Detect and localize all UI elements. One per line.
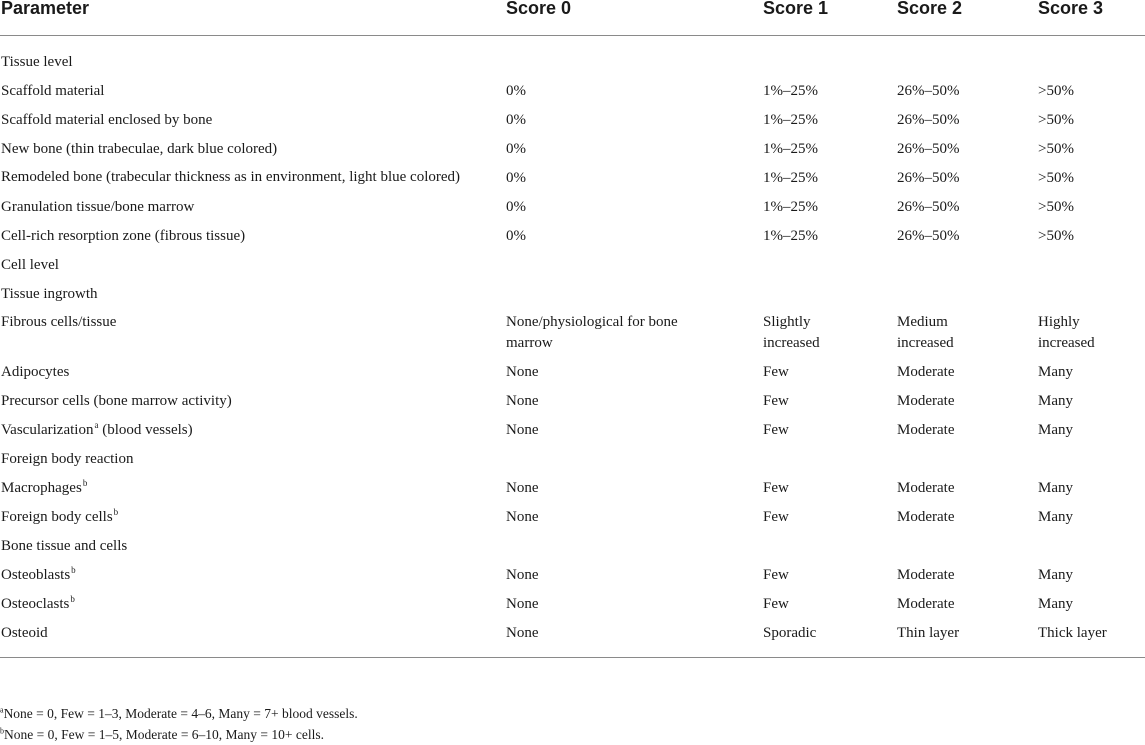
footnote-reference: b bbox=[70, 594, 75, 604]
score-3-cell: >50% bbox=[1038, 112, 1074, 128]
score-2-cell: 26%–50% bbox=[897, 228, 960, 244]
score-2-cell: 26%–50% bbox=[897, 199, 960, 215]
parameter-label: New bone (thin trabeculae, dark blue colored) bbox=[1, 141, 278, 157]
parameter-label: Scaffold material enclosed by bone bbox=[1, 112, 213, 128]
score-3-cell bbox=[1037, 532, 1145, 561]
footnote-mark: a bbox=[0, 705, 4, 715]
score-2-cell bbox=[896, 532, 1037, 561]
score-3-cell: Highly increased bbox=[1038, 314, 1095, 351]
parameter-label: Fibrous cells/tissue bbox=[1, 314, 117, 330]
table-row bbox=[0, 193, 1145, 222]
table-header-row bbox=[0, 0, 1145, 36]
parameter-label: Cell level bbox=[1, 257, 59, 273]
score-1-cell: 1%–25% bbox=[763, 228, 818, 244]
parameter-cell bbox=[0, 474, 505, 503]
parameter-label: Osteoid bbox=[1, 625, 48, 641]
table-row bbox=[0, 416, 1145, 445]
parameter-cell bbox=[0, 590, 505, 619]
parameter-cell bbox=[0, 222, 505, 251]
table-row bbox=[0, 164, 1145, 193]
parameter-label: Granulation tissue/bone marrow bbox=[1, 199, 195, 215]
parameter-cell bbox=[0, 164, 505, 193]
score-1-cell bbox=[762, 445, 896, 474]
table-row bbox=[0, 222, 1145, 251]
parameter-label: Adipocytes bbox=[1, 364, 70, 380]
score-1-cell bbox=[762, 251, 896, 280]
score-2-cell: 26%–50% bbox=[897, 83, 960, 99]
score-1-cell: Slightly increased bbox=[763, 314, 820, 351]
table-row bbox=[0, 590, 1145, 619]
score-3-cell: >50% bbox=[1038, 83, 1074, 99]
table-row bbox=[0, 619, 1145, 658]
parameter-cell bbox=[0, 106, 505, 135]
parameter-cell bbox=[0, 309, 505, 358]
parameter-label: Macrophages bbox=[1, 480, 82, 496]
parameter-cell bbox=[0, 280, 505, 309]
table-body bbox=[0, 36, 1145, 658]
parameter-label: Tissue ingrowth bbox=[1, 286, 98, 302]
parameter-cell bbox=[0, 77, 505, 106]
score-2-cell bbox=[896, 445, 1037, 474]
score-1-cell: 1%–25% bbox=[763, 141, 818, 157]
score-1-cell bbox=[762, 280, 896, 309]
score-0-cell: None/physiological for bone marrow bbox=[506, 314, 678, 351]
parameter-label: Tissue level bbox=[1, 54, 73, 70]
score-3-cell: Many bbox=[1038, 596, 1073, 612]
score-0-cell: None bbox=[506, 480, 539, 496]
score-1-cell: Sporadic bbox=[762, 619, 896, 658]
table-row bbox=[0, 445, 1145, 474]
score-0-cell: None bbox=[506, 567, 539, 583]
parameter-cell bbox=[0, 135, 505, 164]
parameter-cell bbox=[0, 193, 505, 222]
score-0-cell bbox=[505, 251, 762, 280]
table-row bbox=[0, 532, 1145, 561]
parameter-label: Cell-rich resorption zone (fibrous tissue) bbox=[1, 228, 246, 244]
score-2-cell: Moderate bbox=[897, 480, 955, 496]
score-2-cell: 26%–50% bbox=[897, 112, 960, 128]
score-3-cell: Many bbox=[1038, 393, 1073, 409]
score-3-cell: >50% bbox=[1038, 141, 1074, 157]
parameter-cell bbox=[0, 358, 505, 387]
score-3-cell: Many bbox=[1038, 509, 1073, 525]
score-0-cell: 0% bbox=[506, 199, 526, 215]
score-0-cell: None bbox=[506, 364, 539, 380]
table-row bbox=[0, 36, 1145, 78]
score-3-cell: Many bbox=[1038, 567, 1073, 583]
footnote-b bbox=[0, 724, 358, 745]
table-row bbox=[0, 561, 1145, 590]
score-2-cell bbox=[896, 251, 1037, 280]
table-row bbox=[0, 387, 1145, 416]
table-row bbox=[0, 358, 1145, 387]
score-2-cell: 26%–50% bbox=[897, 170, 960, 186]
parameter-label: Scaffold material bbox=[1, 83, 105, 99]
score-3-cell: >50% bbox=[1038, 228, 1074, 244]
parameter-cell bbox=[0, 532, 505, 561]
score-0-cell: None bbox=[506, 393, 539, 409]
score-0-cell: 0% bbox=[506, 83, 526, 99]
parameter-label-suffix: (blood vessels) bbox=[98, 422, 193, 438]
footnote-a bbox=[0, 703, 358, 724]
parameter-label: Bone tissue and cells bbox=[1, 538, 128, 554]
score-0-cell: None bbox=[506, 422, 539, 438]
score-3-cell bbox=[1037, 280, 1145, 309]
parameter-cell bbox=[0, 416, 505, 445]
score-0-cell bbox=[505, 445, 762, 474]
column-header-parameter: Parameter bbox=[0, 0, 505, 36]
footnote-reference: a bbox=[94, 420, 99, 430]
parameter-cell bbox=[0, 445, 505, 474]
score-0-cell: None bbox=[505, 619, 762, 658]
score-3-cell bbox=[1037, 36, 1145, 78]
parameter-cell bbox=[0, 561, 505, 590]
score-0-cell: None bbox=[506, 509, 539, 525]
score-1-cell: 1%–25% bbox=[763, 199, 818, 215]
score-2-cell: Moderate bbox=[897, 364, 955, 380]
footnote-text: None = 0, Few = 1–3, Moderate = 4–6, Many = 7+ blood vessels. bbox=[3, 706, 358, 721]
score-1-cell: Few bbox=[763, 422, 789, 438]
score-1-cell: Few bbox=[763, 596, 789, 612]
score-2-cell: Moderate bbox=[897, 596, 955, 612]
score-2-cell: Moderate bbox=[897, 393, 955, 409]
table-row bbox=[0, 77, 1145, 106]
parameter-label: Remodeled bone (trabecular thickness as in environment, light blue colored) bbox=[1, 169, 461, 185]
parameter-label: Precursor cells (bone marrow activity) bbox=[1, 393, 232, 409]
score-1-cell: Few bbox=[763, 393, 789, 409]
table-row bbox=[0, 280, 1145, 309]
score-0-cell bbox=[505, 532, 762, 561]
score-3-cell bbox=[1037, 251, 1145, 280]
parameter-cell bbox=[0, 387, 505, 416]
footnote-mark: b bbox=[0, 726, 4, 736]
score-1-cell bbox=[762, 532, 896, 561]
parameter-cell bbox=[0, 251, 505, 280]
table-row bbox=[0, 503, 1145, 532]
table-footnotes bbox=[0, 703, 358, 745]
table-row bbox=[0, 474, 1145, 503]
score-2-cell: Moderate bbox=[897, 509, 955, 525]
parameter-cell bbox=[0, 503, 505, 532]
score-0-cell: None bbox=[506, 596, 539, 612]
score-2-cell: Moderate bbox=[897, 422, 955, 438]
table-row bbox=[0, 106, 1145, 135]
score-3-cell: Many bbox=[1038, 364, 1073, 380]
score-3-cell: >50% bbox=[1038, 170, 1074, 186]
column-header-score-2: Score 2 bbox=[896, 0, 1037, 36]
parameter-cell bbox=[0, 619, 505, 658]
score-2-cell: Thin layer bbox=[896, 619, 1037, 658]
parameter-cell bbox=[0, 36, 505, 78]
score-2-cell bbox=[896, 280, 1037, 309]
table-row bbox=[0, 309, 1145, 358]
parameter-label: Foreign body reaction bbox=[1, 451, 134, 467]
score-0-cell: 0% bbox=[506, 228, 526, 244]
score-3-cell: >50% bbox=[1038, 199, 1074, 215]
score-1-cell: Few bbox=[763, 364, 789, 380]
footnote-reference: b bbox=[82, 478, 88, 488]
score-1-cell: Few bbox=[763, 509, 789, 525]
column-header-score-0: Score 0 bbox=[505, 0, 762, 36]
parameter-label: Vascularization bbox=[1, 422, 94, 438]
parameter-label: Osteoblasts bbox=[1, 567, 71, 583]
column-header-score-1: Score 1 bbox=[762, 0, 896, 36]
score-1-cell: Few bbox=[763, 480, 789, 496]
score-0-cell: 0% bbox=[506, 170, 526, 186]
score-0-cell: 0% bbox=[506, 141, 526, 157]
parameter-label: Foreign body cells bbox=[1, 509, 113, 525]
score-3-cell: Thick layer bbox=[1037, 619, 1145, 658]
footnote-text: None = 0, Few = 1–5, Moderate = 6–10, Many = 10+ cells. bbox=[4, 727, 325, 742]
footnote-reference: b bbox=[71, 565, 76, 575]
score-2-cell: 26%–50% bbox=[897, 141, 960, 157]
score-1-cell: Few bbox=[763, 567, 789, 583]
score-3-cell: Many bbox=[1038, 480, 1073, 496]
score-0-cell: 0% bbox=[506, 112, 526, 128]
score-3-cell: Many bbox=[1038, 422, 1073, 438]
score-2-cell: Moderate bbox=[897, 567, 955, 583]
score-3-cell bbox=[1037, 445, 1145, 474]
score-1-cell: 1%–25% bbox=[763, 112, 818, 128]
column-header-score-3: Score 3 bbox=[1037, 0, 1145, 36]
table-row bbox=[0, 135, 1145, 164]
score-0-cell bbox=[505, 280, 762, 309]
score-2-cell bbox=[896, 36, 1037, 78]
score-2-cell: Medium increased bbox=[897, 314, 954, 351]
score-1-cell bbox=[762, 36, 896, 78]
score-1-cell: 1%–25% bbox=[763, 83, 818, 99]
score-1-cell: 1%–25% bbox=[763, 170, 818, 186]
parameter-label: Osteoclasts bbox=[1, 596, 70, 612]
table-row bbox=[0, 251, 1145, 280]
footnote-reference: b bbox=[113, 507, 119, 517]
score-0-cell bbox=[505, 36, 762, 78]
